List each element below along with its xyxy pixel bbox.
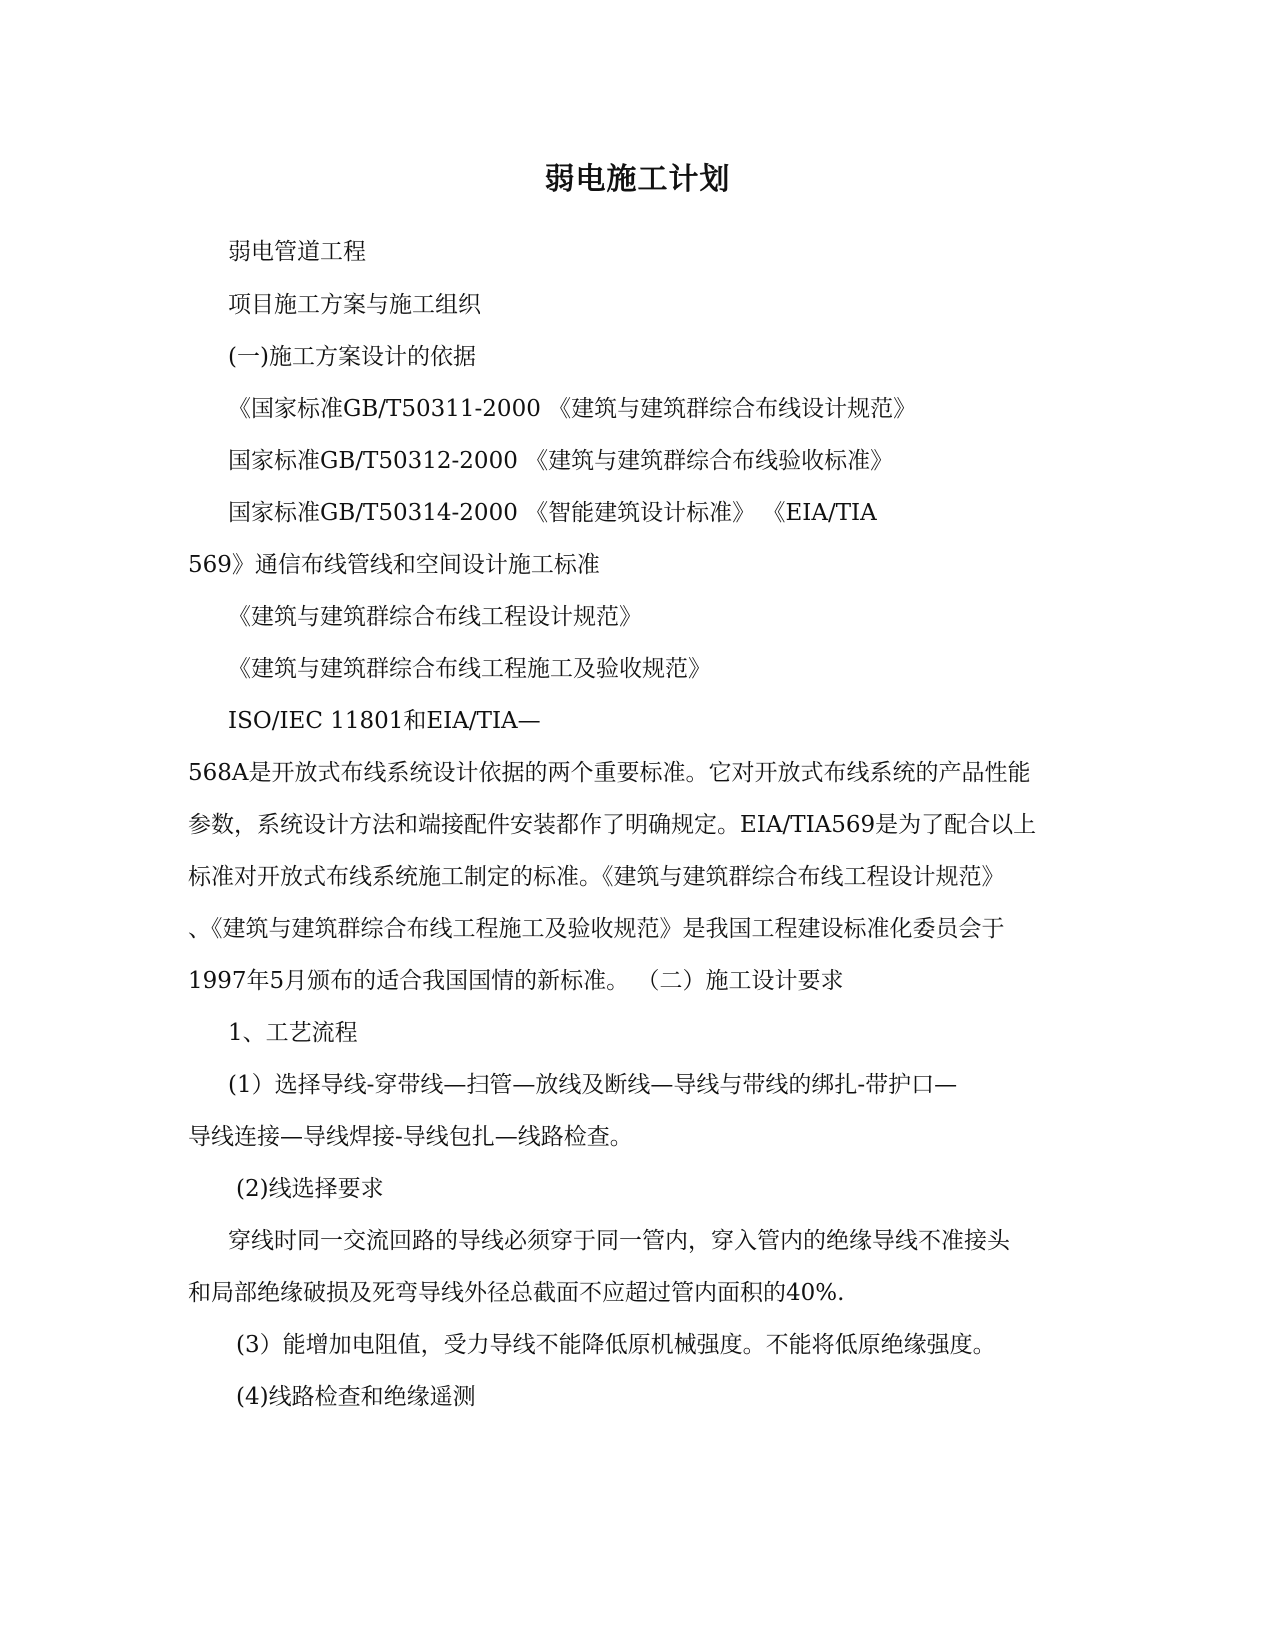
text-line: (2)线选择要求: [236, 1176, 384, 1202]
text-line: 导线连接—导线焊接-导线包扎—线路检查。: [188, 1124, 633, 1150]
text-line: 项目施工方案与施工组织: [228, 292, 481, 318]
text-line: 1、工艺流程: [228, 1020, 358, 1046]
text-line: 569》通信布线管线和空间设计施工标准: [188, 552, 600, 578]
text-line: 1997年5月颁布的适合我国国情的新标准。 （二）施工设计要求: [188, 968, 844, 994]
text-line: 、《建筑与建筑群综合布线工程施工及验收规范》是我国工程建设标准化委员会于: [188, 916, 1005, 942]
text-line: (1）选择导线-穿带线—扫管—放线及断线—导线与带线的绑扎-带护口—: [228, 1072, 958, 1098]
text-line: 标准对开放式布线系统施工制定的标准。《建筑与建筑群综合布线工程设计规范》: [188, 864, 1005, 890]
text-line: 国家标准GB/T50314-2000 《智能建筑设计标准》 《EIA/TIA: [228, 500, 877, 526]
document-title: 弱电施工计划: [544, 162, 731, 197]
text-line: (一)施工方案设计的依据: [228, 344, 476, 370]
text-line: 参数，系统设计方法和端接配件安装都作了明确规定。EIA/TIA569是为了配合以上: [188, 812, 1037, 838]
text-line: 《建筑与建筑群综合布线工程设计规范》: [228, 604, 642, 630]
text-line: 568A是开放式布线系统设计依据的两个重要标准。它对开放式布线系统的产品性能: [188, 760, 1031, 786]
text-line: (3）能增加电阻值，受力导线不能降低原机械强度。不能将低原绝缘强度。: [236, 1332, 996, 1358]
text-line: 和局部绝缘破损及死弯导线外径总截面不应超过管内面积的40%.: [188, 1280, 845, 1306]
text-line: 穿线时同一交流回路的导线必须穿于同一管内，穿入管内的绝缘导线不准接头: [228, 1228, 1010, 1254]
text-line: 国家标准GB/T50312-2000 《建筑与建筑群综合布线验收标准》: [228, 448, 894, 474]
text-line: (4)线路检查和绝缘遥测: [236, 1384, 476, 1410]
text-line: 《国家标准GB/T50311-2000 《建筑与建筑群综合布线设计规范》: [228, 396, 917, 422]
text-line: 《建筑与建筑群综合布线工程施工及验收规范》: [228, 656, 711, 682]
text-line: 弱电管道工程: [228, 239, 366, 265]
text-line: ISO/IEC 11801和EIA/TIA—: [228, 708, 541, 734]
